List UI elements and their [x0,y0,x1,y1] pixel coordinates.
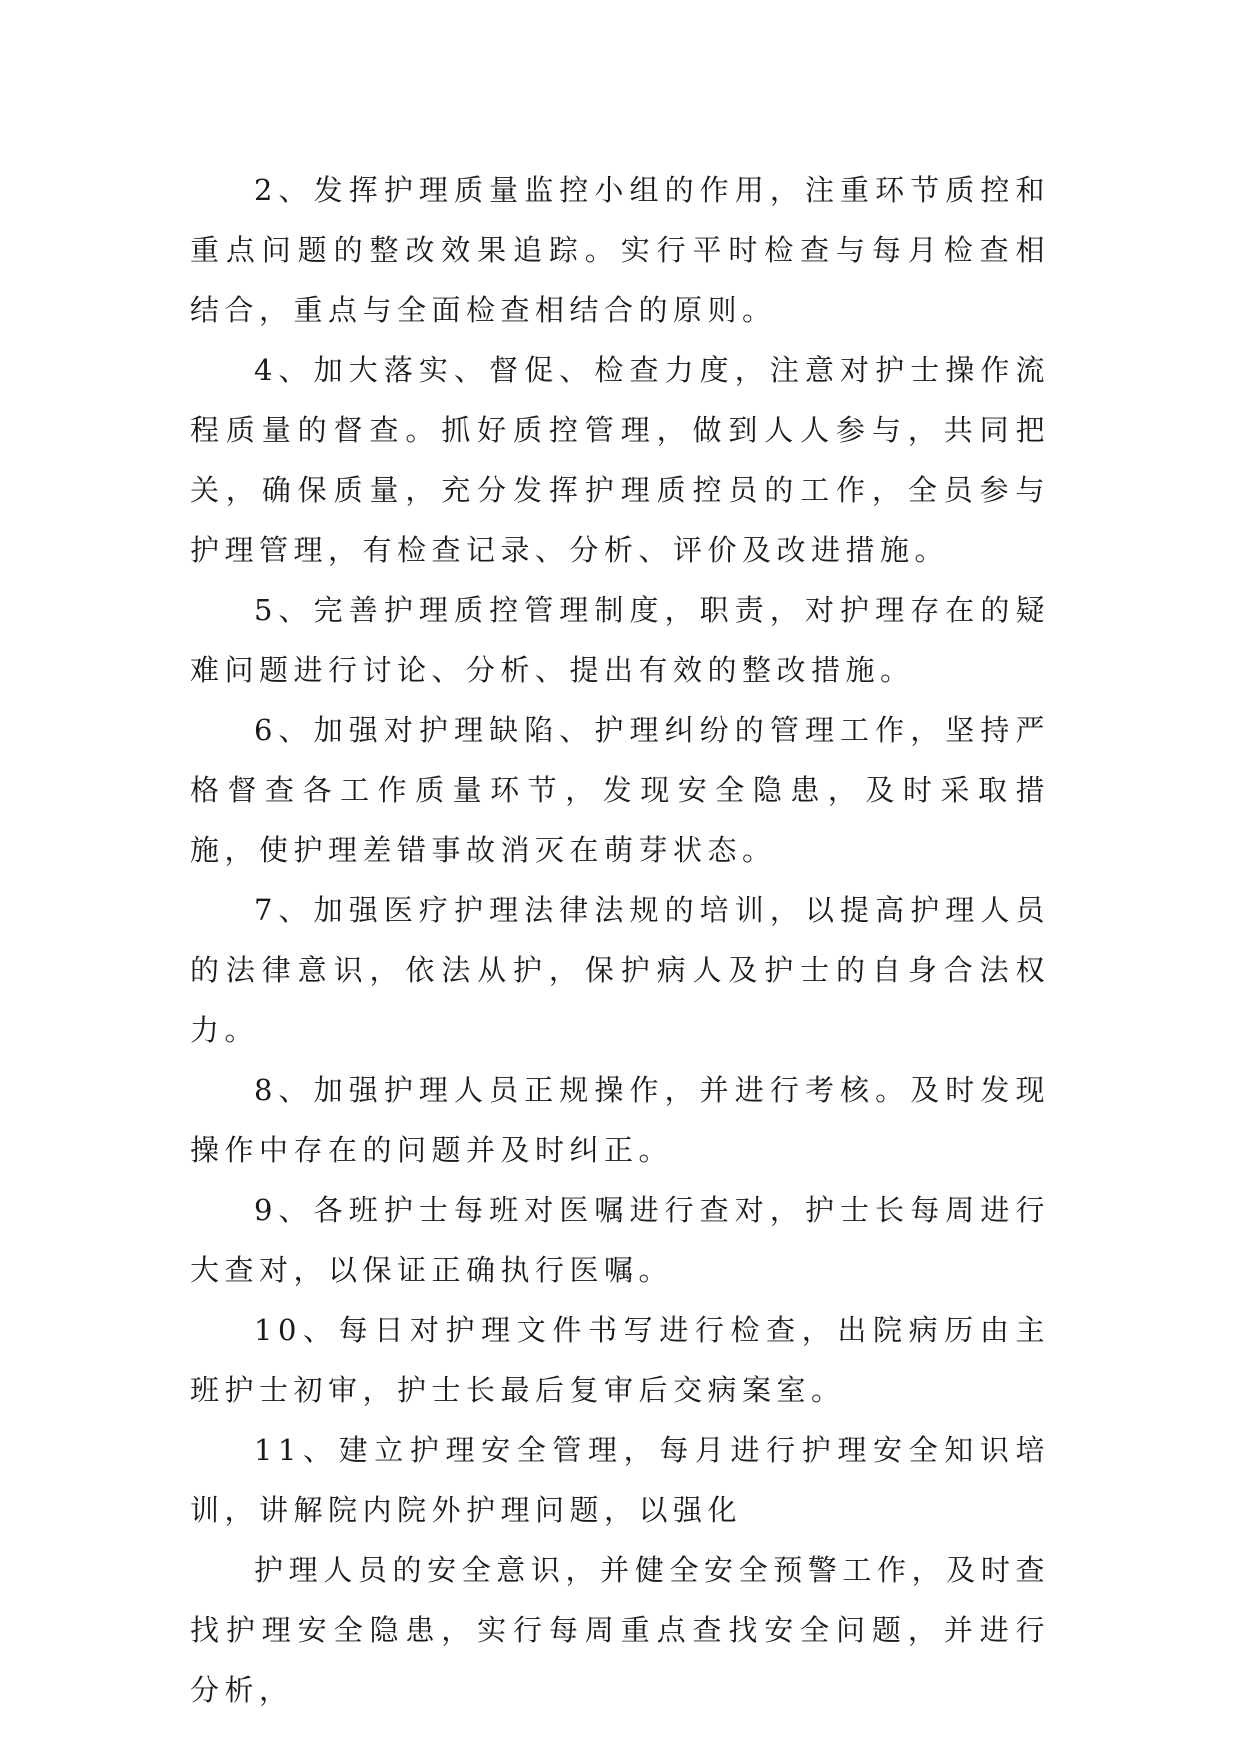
document-body [190,160,1050,1720]
paragraph-item-10: 10、每日对护理文件书写进行检查，出院病历由主班护士初审，护士长最后复审后交病案室。 [190,1313,1050,1407]
paragraph-item-7: 7、加强医疗护理法律法规的培训，以提高护理人员的法律意识，依法从护，保护病人及护士的自身合法权力。 [190,893,1050,1047]
paragraph-item-8: 8、加强护理人员正规操作，并进行考核。及时发现操作中存在的问题并及时纠正。 [190,1073,1050,1167]
paragraph-item-11: 11、建立护理安全管理，每月进行护理安全知识培训，讲解院内院外护理问题，以强化 [190,1433,1050,1527]
paragraph-item-4: 4、加大落实、督促、检查力度，注意对护士操作流程质量的督查。抓好质控管理，做到人人参与，共同把关，确保质量，充分发挥护理质控员的工作，全员参与护理管理，有检查记录、分析、评价及改进措施。 [190,353,1050,567]
paragraph-item-9: 9、各班护士每班对医嘱进行查对，护士长每周进行大查对，以保证正确执行医嘱。 [190,1193,1050,1287]
paragraph-item-2: 2、发挥护理质量监控小组的作用，注重环节质控和重点问题的整改效果追踪。实行平时检查与每月检查相结合，重点与全面检查相结合的原则。 [190,173,1050,327]
paragraph-item-6: 6、加强对护理缺陷、护理纠纷的管理工作，坚持严格督查各工作质量环节，发现安全隐患，及时采取措施，使护理差错事故消灭在萌芽状态。 [190,713,1050,867]
paragraph-item-5: 5、完善护理质控管理制度，职责，对护理存在的疑难问题进行讨论、分析、提出有效的整改措施。 [190,593,1050,687]
paragraph-item-continuation: 护理人员的安全意识，并健全安全预警工作，及时查找护理安全隐患，实行每周重点查找安全问题，并进行分析， [190,1553,1050,1707]
